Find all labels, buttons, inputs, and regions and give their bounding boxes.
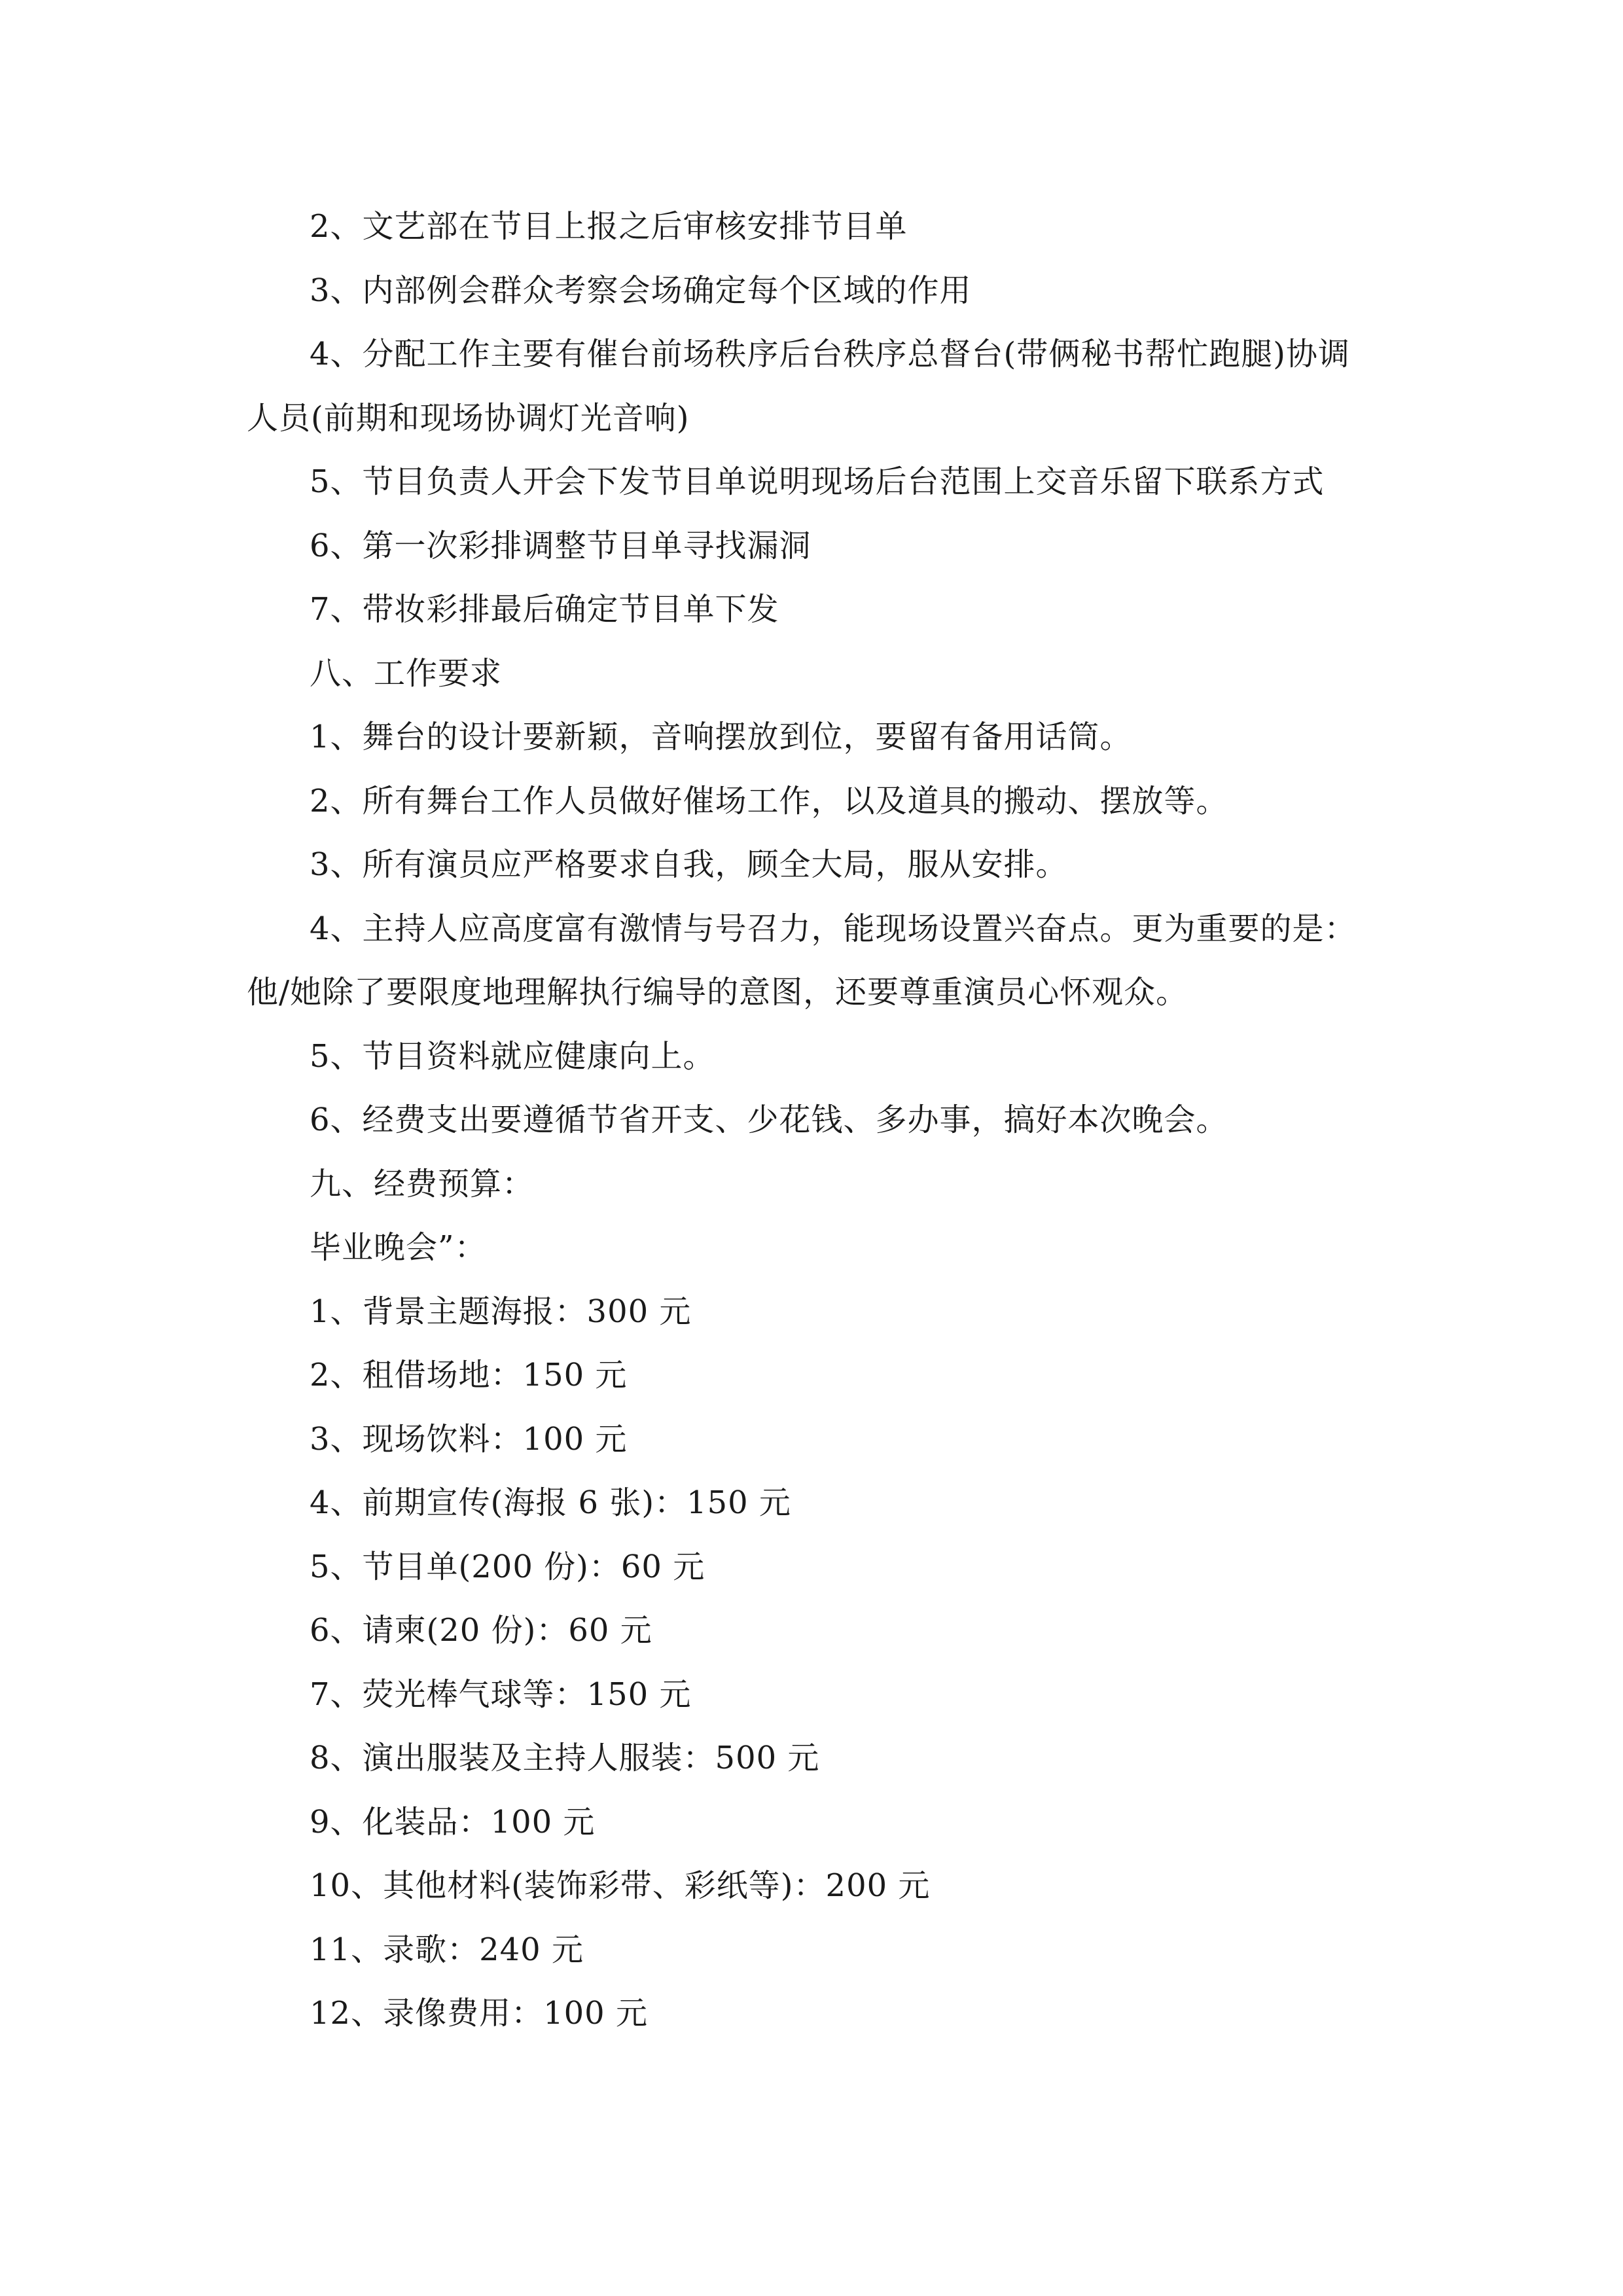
paragraph-requirement-1: 1、舞台的设计要新颖，音响摆放到位，要留有备用话筒。 (310, 719, 1132, 755)
budget-item-1: 1、背景主题海报：300 元 (310, 1293, 692, 1330)
budget-item-2: 2、租借场地：150 元 (310, 1357, 628, 1393)
budget-item-9: 9、化装品：100 元 (310, 1803, 596, 1840)
paragraph-requirement-5: 5、节目资料就应健康向上。 (310, 1037, 715, 1075)
paragraph-workflow-2: 2、文艺部在节目上报之后审核安排节目单 (310, 208, 908, 245)
paragraph-budget-intro: 毕业晚会”： (310, 1229, 487, 1266)
section-heading-budget: 九、经费预算： (310, 1165, 535, 1202)
budget-item-5: 5、节目单(200 份)：60 元 (310, 1548, 705, 1585)
paragraph-requirement-2: 2、所有舞台工作人员做好催场工作，以及道具的搬动、摆放等。 (310, 782, 1228, 819)
budget-item-11: 11、录歌：240 元 (310, 1931, 584, 1968)
budget-item-6: 6、请柬(20 份)：60 元 (310, 1612, 652, 1649)
paragraph-workflow-6: 6、第一次彩排调整节目单寻找漏洞 (310, 527, 812, 564)
budget-item-4: 4、前期宣传(海报 6 张)：150 元 (310, 1484, 791, 1521)
budget-item-12: 12、录像费用：100 元 (310, 1995, 648, 2032)
section-heading-requirements: 八、工作要求 (310, 655, 503, 692)
budget-item-3: 3、现场饮料：100 元 (310, 1420, 628, 1458)
paragraph-workflow-5: 5、节目负责人开会下发节目单说明现场后台范围上交音乐留下联系方式 (310, 463, 1325, 500)
paragraph-workflow-3: 3、内部例会群众考察会场确定每个区域的作用 (310, 272, 972, 309)
paragraph-workflow-7: 7、带妆彩排最后确定节目单下发 (310, 591, 779, 628)
paragraph-requirement-4: 4、主持人应高度富有激情与号召力，能现场设置兴奋点。更为重要的是：他/她除了要限度地理解执行编导的意图，还要尊重演员心怀观众。 (247, 910, 1357, 1011)
budget-item-8: 8、演出服装及主持人服装：500 元 (310, 1740, 820, 1776)
paragraph-workflow-4: 4、分配工作主要有催台前场秩序后台秩序总督台(带俩秘书帮忙跑腿)协调人员(前期和现场协调灯光音响) (247, 336, 1350, 437)
budget-item-7: 7、荧光棒气球等：150 元 (310, 1676, 692, 1713)
document-body (247, 195, 1379, 2046)
paragraph-requirement-3: 3、所有演员应严格要求自我，顾全大局，服从安排。 (310, 846, 1068, 883)
budget-item-10: 10、其他材料(装饰彩带、彩纸等)：200 元 (310, 1867, 931, 1904)
paragraph-requirement-6: 6、经费支出要遵循节省开支、少花钱、多办事，搞好本次晚会。 (310, 1102, 1228, 1138)
